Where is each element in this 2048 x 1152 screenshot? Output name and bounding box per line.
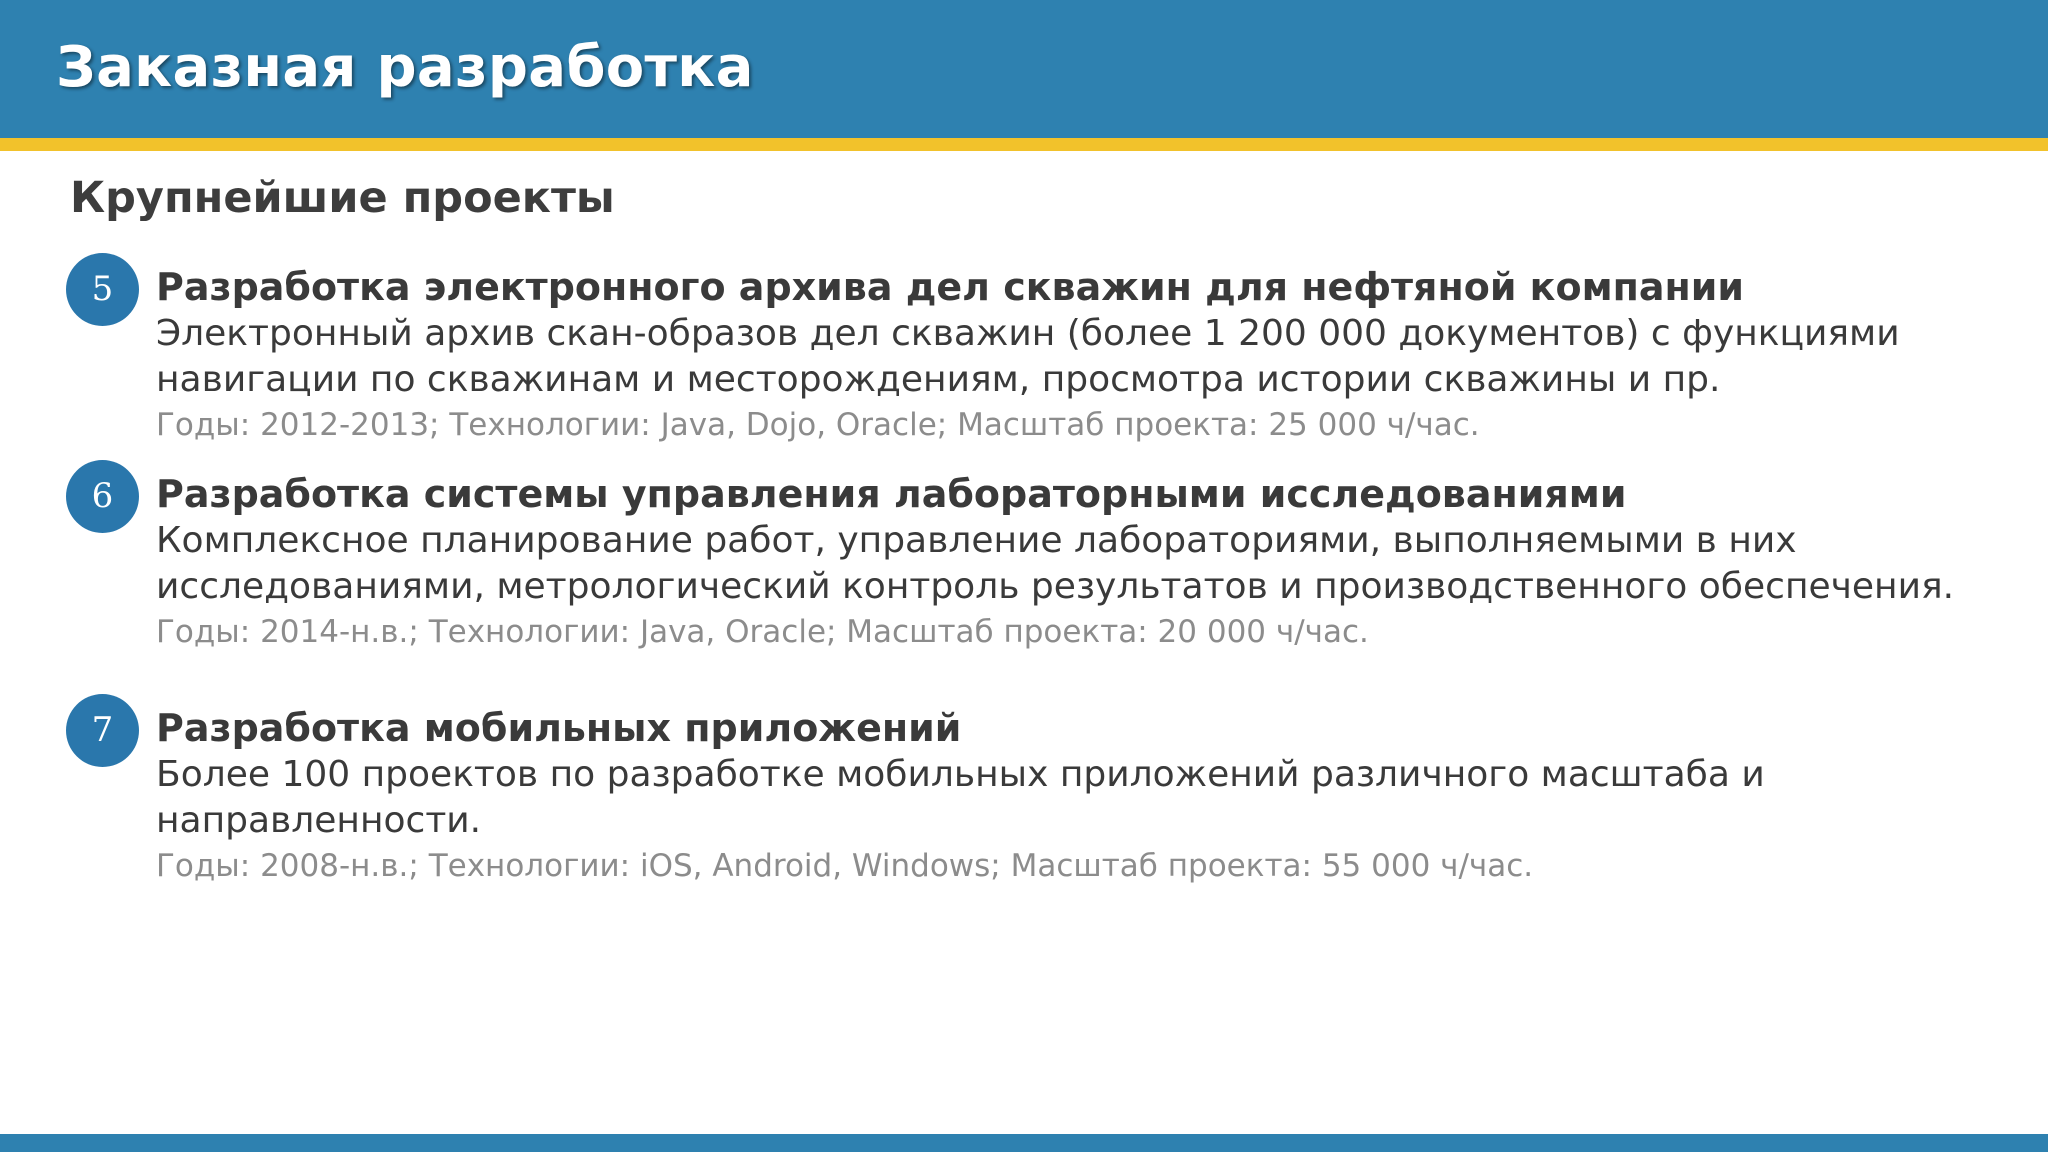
project-description: Электронный архив скан-образов дел скважин (более 1 200 000 документов) с функциями навигации по скважинам и месторождениям, просмотра истории скважины и пр. [156,313,1900,400]
project-description: Комплексное планирование работ, управление лабораториями, выполняемыми в них исследованиями, метрологический контроль результатов и производственного обеспечения. [156,520,1955,607]
project-meta: Годы: 2008-н.в.; Технологии: iOS, Android, Windows; Масштаб проекта: 55 000 ч/час. [156,848,1534,884]
project-title: Разработка мобильных приложений [156,706,962,750]
accent-stripe [0,138,2048,151]
footer-bar [0,1134,2048,1152]
project-text [156,705,2026,888]
project-title: Разработка электронного архива дел скважин для нефтяной компании [156,265,1745,309]
project-text [156,471,2026,654]
project-number-badge: 7 [66,694,139,767]
project-text [156,264,2026,447]
section-title: Крупнейшие проекты [70,173,615,223]
header-bar [0,0,2048,138]
page-title: Заказная разработка [56,35,754,100]
project-meta: Годы: 2012-2013; Технологии: Java, Dojo, Oracle; Масштаб проекта: 25 000 ч/час. [156,407,1480,443]
project-meta: Годы: 2014-н.в.; Технологии: Java, Oracle; Масштаб проекта: 20 000 ч/час. [156,614,1369,650]
project-number-badge: 6 [66,460,139,533]
project-number-badge: 5 [66,253,139,326]
project-description: Более 100 проектов по разработке мобильных приложений различного масштаба и направленности. [156,754,1765,841]
project-title: Разработка системы управления лабораторными исследованиями [156,472,1627,516]
